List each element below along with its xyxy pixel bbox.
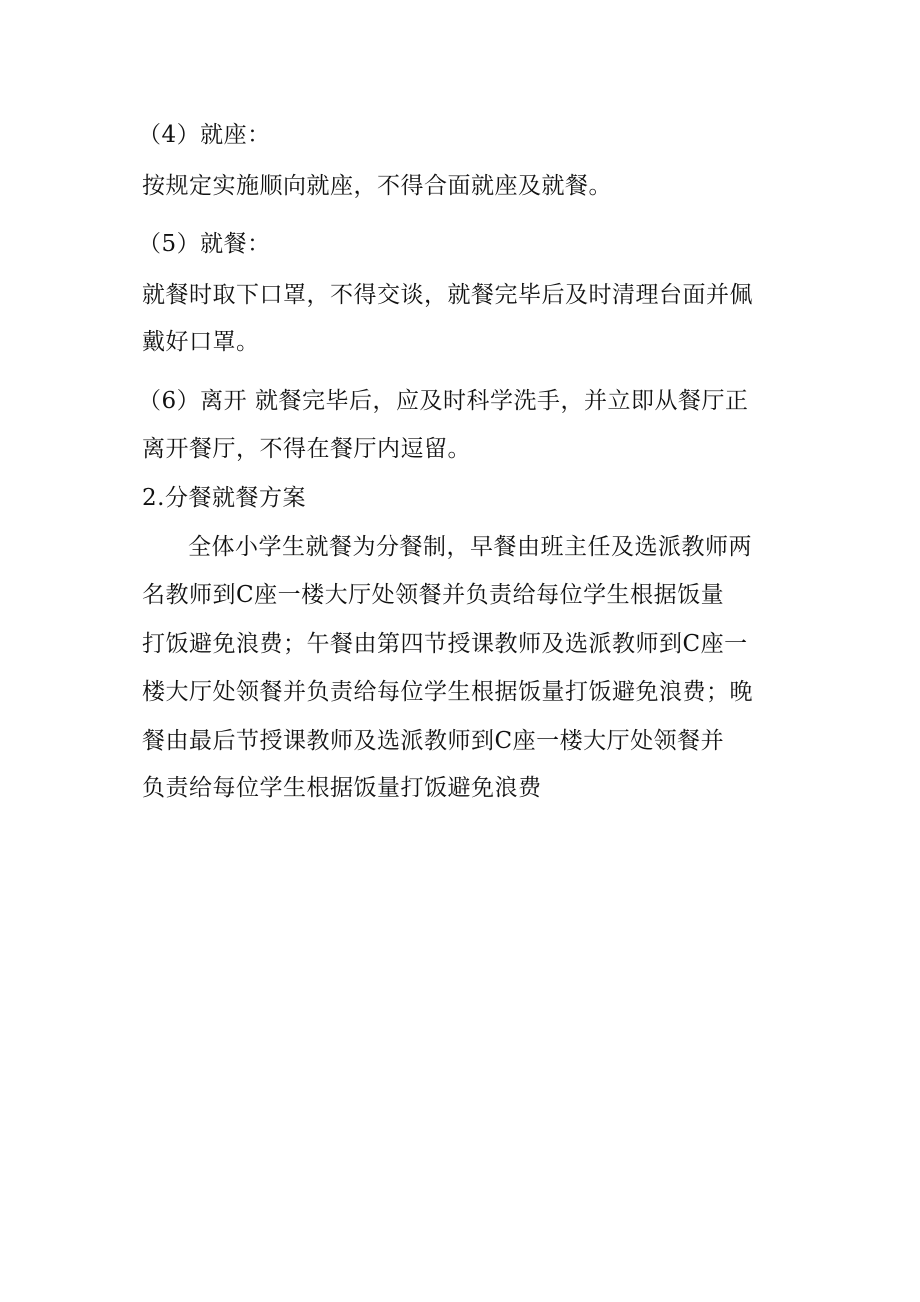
section-5-line-2: 戴好口罩。 <box>142 329 260 355</box>
section-heading-5: （5）就餐： <box>138 231 271 257</box>
section-5-line-1: 就餐时取下口罩，不得交谈，就餐完毕后及时清理台面并佩 <box>142 282 753 308</box>
body-line-3: 打饭避免浪费；午餐由第四节授课教师及选派教师到C座一 <box>142 631 748 657</box>
section-6-line-1: 离开餐厅，不得在餐厅内逗留。 <box>142 436 471 462</box>
section-subtitle: 2.分餐就餐方案 <box>142 485 306 511</box>
section-heading-6: （6）离开 就餐完毕后，应及时科学洗手，并立即从餐厅正 <box>138 388 749 414</box>
body-line-4: 楼大厅处领餐并负责给每位学生根据饭量打饭避免浪费；晚 <box>142 679 753 705</box>
body-line-1: 全体小学生就餐为分餐制，早餐由班主任及选派教师两 <box>188 534 752 560</box>
body-line-5: 餐由最后节授课教师及选派教师到C座一楼大厅处领餐并 <box>142 728 725 754</box>
section-4-line-1: 按规定实施顺向就座，不得合面就座及就餐。 <box>142 173 612 199</box>
body-line-2: 名教师到C座一楼大厅处领餐并负责给每位学生根据饭量 <box>142 582 725 608</box>
section-heading-4: （4）就座： <box>138 122 271 148</box>
body-line-6: 负责给每位学生根据饭量打饭避免浪费 <box>142 775 542 801</box>
